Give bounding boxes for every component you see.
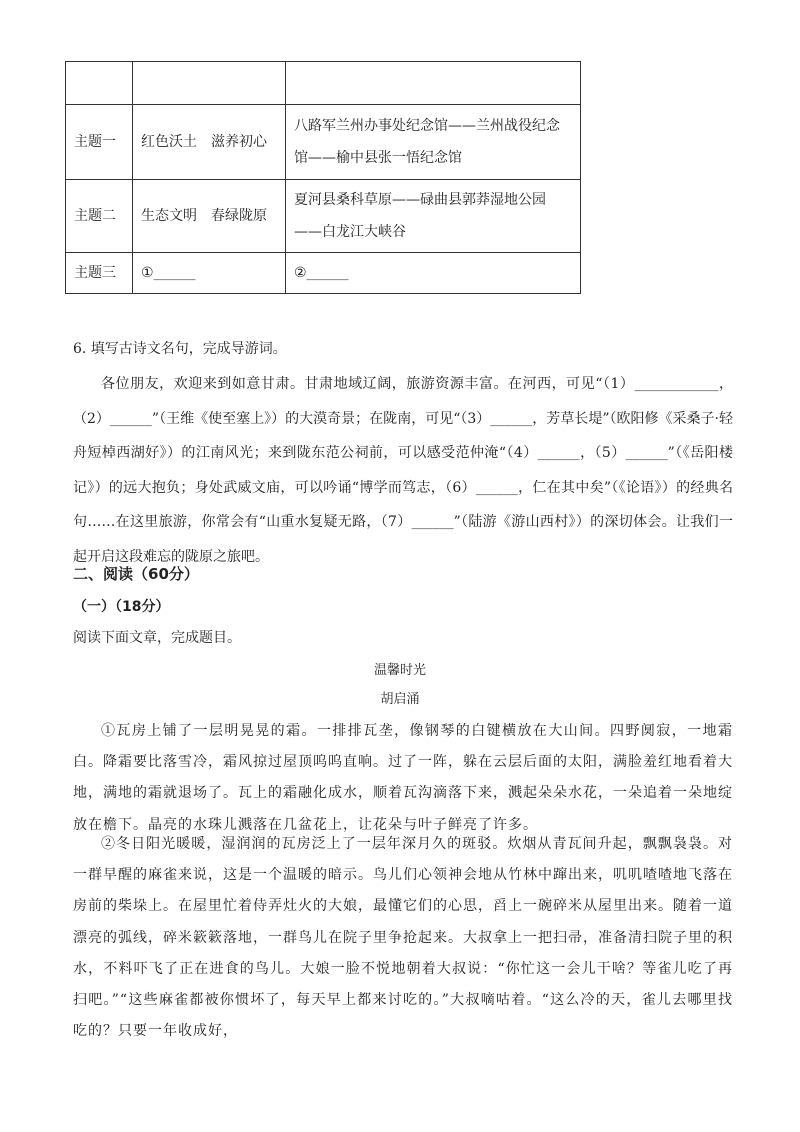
table-cell bbox=[66, 62, 133, 105]
table-row bbox=[66, 180, 581, 253]
question-6-passage: 各位朋友，欢迎来到如意甘肃。甘肃地域辽阔，旅游资源丰富。在河西，可见“（1）____________，（2）______”（王维《使至塞上》）的大漠奇景；在陇南，可见“（3）______，芳草长堤”（欧阳修《采桑子·轻舟短棹西湖好》）的江南风光；来到陇东范公祠前，可以感受范仲淹“（4）______，（5）______”（《岳阳楼记》）的远大抱负；身处武威文庙，可以吟诵“博学而笃志，（6）______，仁在其中矣”（《论语》）的经典名句……在这里旅游，你常会有“山重水复疑无路，（7）______”（陆游《游山西村》）的深切体会。让我们一起开启这段难忘的陇原之旅吧。 bbox=[73, 376, 733, 565]
table-cell: 红色沃土 滋养初心 bbox=[133, 105, 286, 180]
article-author: 胡启涌 bbox=[380, 692, 420, 707]
table-cell bbox=[133, 62, 286, 105]
table-row bbox=[66, 105, 581, 180]
table-row bbox=[66, 253, 581, 294]
table-cell: 主题一 bbox=[66, 105, 133, 180]
subsection-heading: （一）（18分） bbox=[73, 599, 170, 615]
table-cell: 夏河县桑科草原——碌曲县郭莽湿地公园——白龙江大峡谷 bbox=[286, 180, 581, 253]
table-cell: 生态文明 春绿陇原 bbox=[133, 180, 286, 253]
table-row bbox=[66, 62, 581, 105]
theme-table bbox=[65, 61, 581, 294]
reading-instruction: 阅读下面文章，完成题目。 bbox=[73, 630, 241, 646]
article-title: 温馨时光 bbox=[373, 663, 426, 678]
question-6-title: 6. 填写古诗文名句，完成导游词。 bbox=[73, 341, 287, 357]
table-cell: 主题二 bbox=[66, 180, 133, 253]
section-heading: 二、阅读（60分） bbox=[73, 565, 199, 583]
answer-blank-1: ①______ bbox=[133, 253, 286, 294]
answer-blank-2: ②______ bbox=[286, 253, 581, 294]
article-paragraph: ①瓦房上铺了一层明晃晃的霜。一排排瓦垄，像钢琴的白键横放在大山间。四野阒寂，一地霜白。降霜要比落雪冷，霜风掠过屋顶呜呜直响。过了一阵，躲在云层后面的太阳，满脸羞红地看着大地，满地的霜就退场了。瓦上的霜融化成水，顺着瓦沟滴落下来，溅起朵朵水花，一朵追着一朵地绽放在檐下。晶亮的水珠儿溅落在几盆花上，让花朵与叶子鲜亮了许多。 bbox=[73, 723, 733, 833]
table-cell bbox=[286, 62, 581, 105]
table-cell: 八路军兰州办事处纪念馆——兰州战役纪念馆——榆中县张一悟纪念馆 bbox=[286, 105, 581, 180]
table-cell: 主题三 bbox=[66, 253, 133, 294]
article-paragraph: ②冬日阳光暖暖，湿润润的瓦房泛上了一层年深月久的斑驳。炊烟从青瓦间升起，飘飘袅袅。对一群早醒的麻雀来说，这是一个温暖的暗示。鸟儿们心领神会地从竹林中蹿出来，叽叽喳喳地飞落在房前的柴垛上。在屋里忙着侍弄灶火的大娘，最懂它们的心思，舀上一碗碎米从屋里出来。随着一道漂亮的弧线，碎米簌簌落地，一群鸟儿在院子里争抢起来。大叔拿上一把扫帚，准备清扫院子里的积水，不料吓飞了正在进食的鸟儿。大娘一脸不悦地朝着大叔说：“你忙这一会儿干啥？等雀儿吃了再扫吧。”“这些麻雀都被你惯坏了，每天早上都来讨吃的。”大叔嘀咕着。“这么冷的天，雀儿去哪里找吃的？只要一年收成好， bbox=[73, 836, 733, 1040]
